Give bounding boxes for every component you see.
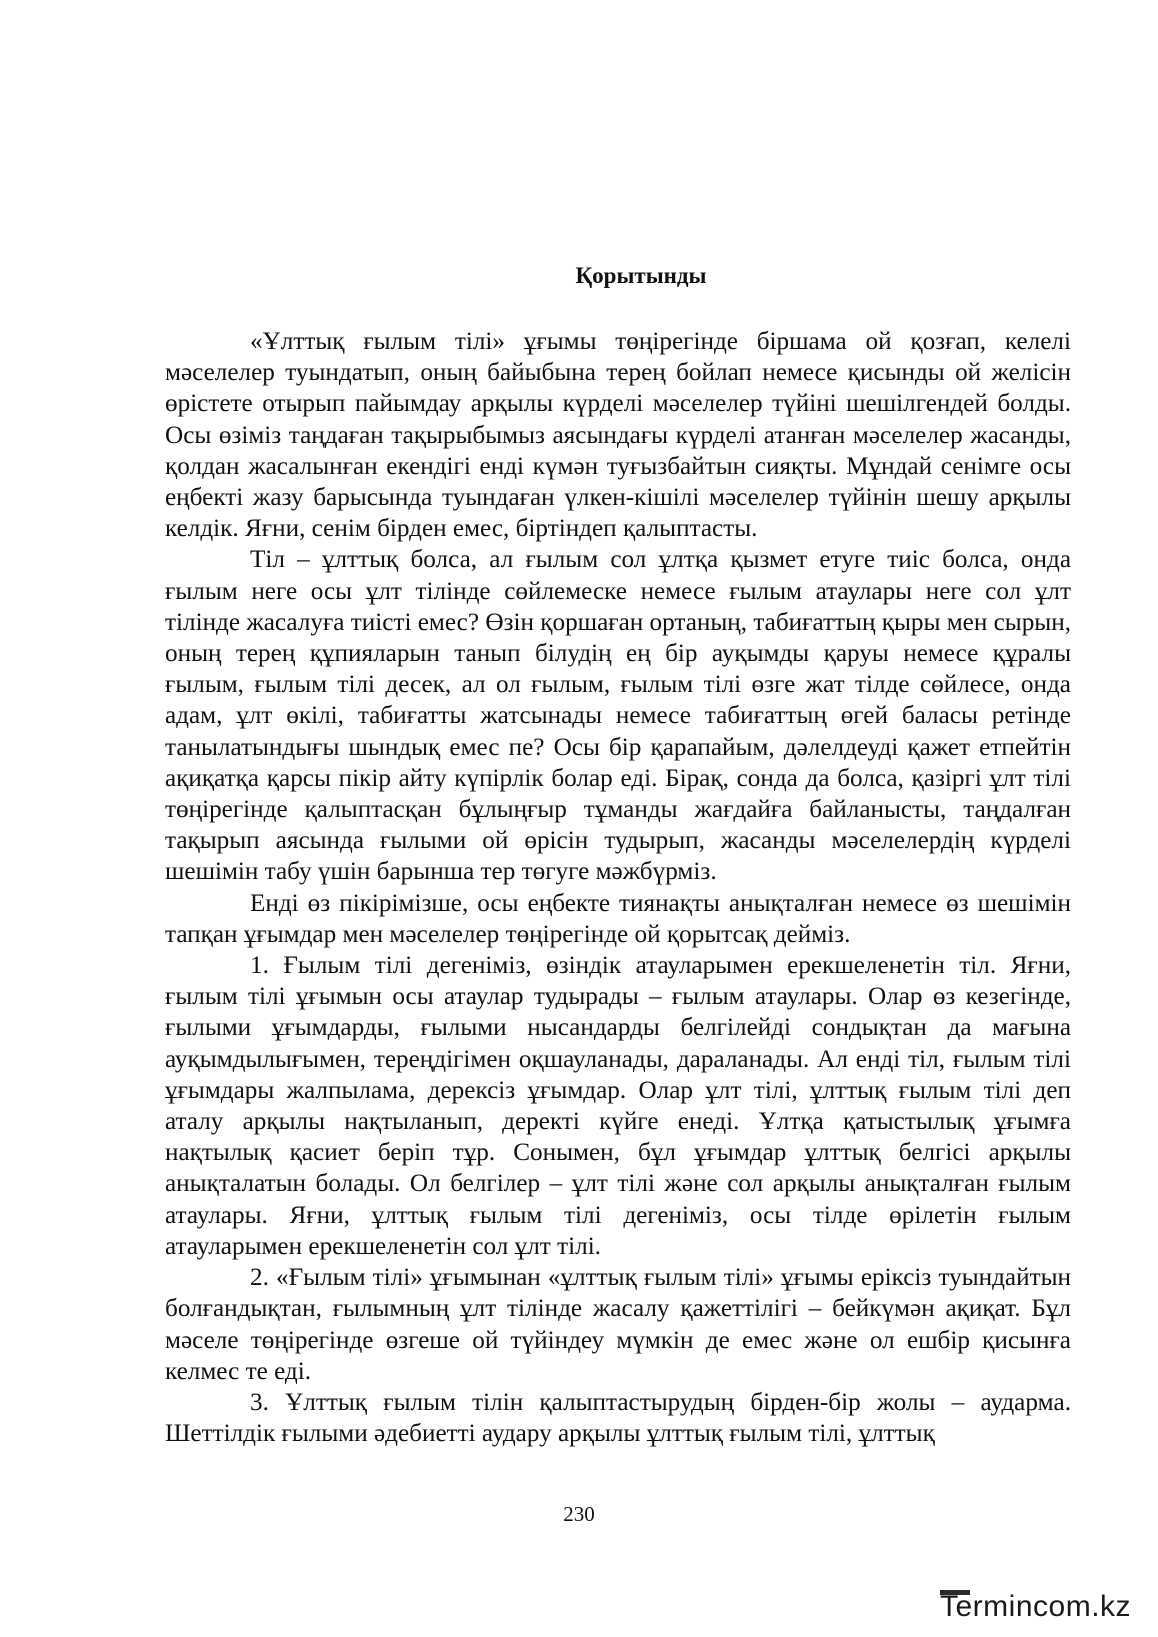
page-number: 230 — [563, 1502, 595, 1526]
paragraph-1: «Ұлттық ғылым тілі» ұғымы төңірегінде біршама ой қозғап, келелі мәселелер туындатып, оның байыбына терең бойлап немесе қисынды ой желісін өрістете отырып пайымдау арқылы күрделі мәселелер түйіні шешілгендей болды. Осы өзіміз таңдаған тақырыбымыз аясындағы күрделі атанған мәселелер жасанды, қолдан жасалынған екендігі енді күмән туғызбайтын сияқты. Мұндай сенімге осы еңбекті жазу барысында туындаған үлкен-кішілі мәселелер түйінін шешу арқылы келдік. Яғни, сенім бірден емес, біртіндеп қалыптасты. — [165, 328, 1071, 543]
page-title: Қорытынды — [575, 263, 707, 288]
paragraph-2: Тіл – ұлттық болса, ал ғылым сол ұлтқа қызмет етуге тиіс болса, онда ғылым неге осы ұлт тілінде сөйлемеске немесе ғылым атаулары неге сол ұлт тілінде жасалуға тиісті емес? Өзін қоршаған ортаның, табиғаттың қыры мен сырын, оның терең құпияларын танып білудің ең бір ауқымды қаруы немесе құралы ғылым, ғылым тілі десек, ал ол ғылым, ғылым тілі өзге жат тілде сөйлесе, онда адам, ұлт өкілі, табиғатты жатсынады немесе табиғаттың өгей баласы ретінде танылатындығы шындық емес пе? Осы бір қарапайым, дәлелдеуді қажет етпейтін ақиқатқа қарсы пікір айту күпірлік болар еді. Бірақ, сонда да болса, қазіргі ұлт тілі төңірегінде қалыптасқан бұлыңғыр тұманды жағдайға байланысты, таңдалған тақырып аясында ғылыми ой өрісін тудырып, жасанды мәселелердің күрделі шешімін табу үшін барынша тер төгуге мәжбүрміз. — [165, 546, 1071, 886]
paragraph-6: 3. Ұлттық ғылым тілін қалыптастырудың бірден-бір жолы – аудармa. Шеттілдік ғылыми әдебиетті аудару арқылы ұлттық ғылым тілі, ұлттық — [165, 1388, 1071, 1448]
page-body — [165, 262, 1071, 1449]
paragraph-3: Енді өз пікірімізше, осы еңбекте тиянақты анықталған немесе өз шешімін тапқан ұғымдар мен мәселелер төңірегінде ой қорытсақ дейміз. — [165, 889, 1071, 948]
paragraph-5: 2. «Ғылым тілі» ұғымынан «ұлттық ғылым тілі» ұғымы еріксіз туындайтын болғандықтан, ғылымның ұлт тілінде жасалу қажеттілігі – бейкүмән ақиқат. Бұл мәселе төңірегінде өзгеше ой түйіндеу мүмкін де емес және ол ешбір қисынға келмес те еді. — [165, 1264, 1071, 1385]
watermark-logo: Termincom.kz — [940, 1590, 1132, 1623]
paragraph-4: 1. Ғылым тілі дегеніміз, өзіндік атауларымен ерекшеленетін тіл. Яғни, ғылым тілі ұғымын осы атаулар тудырады – ғылым атаулары. Олар өз кезегінде, ғылыми ұғымдарды, ғылыми нысандарды белгілейді сондықтан да мағына ауқымдылығымен, тереңдігімен оқшауланады, дараланады. Ал енді тіл, ғылым тілі ұғымдары жалпылама, дерексіз ұғымдар. Олар ұлт тілі, ұлттық ғылым тілі деп аталу арқылы нақтыланып, деректі күйге енеді. Ұлтқа қатыстылық ұғымға нақтылық қасиет беріп тұр. Сонымен, бұл ұғымдар ұлттық белгісі арқылы анықталатын болады. Ол белгілер – ұлт тілі және сол арқылы анықталған ғылым атаулары. Яғни, ұлттық ғылым тілі дегеніміз, осы тілде өрілетін ғылым атауларымен ерекшеленетін сол ұлт тілі. — [165, 952, 1071, 1260]
